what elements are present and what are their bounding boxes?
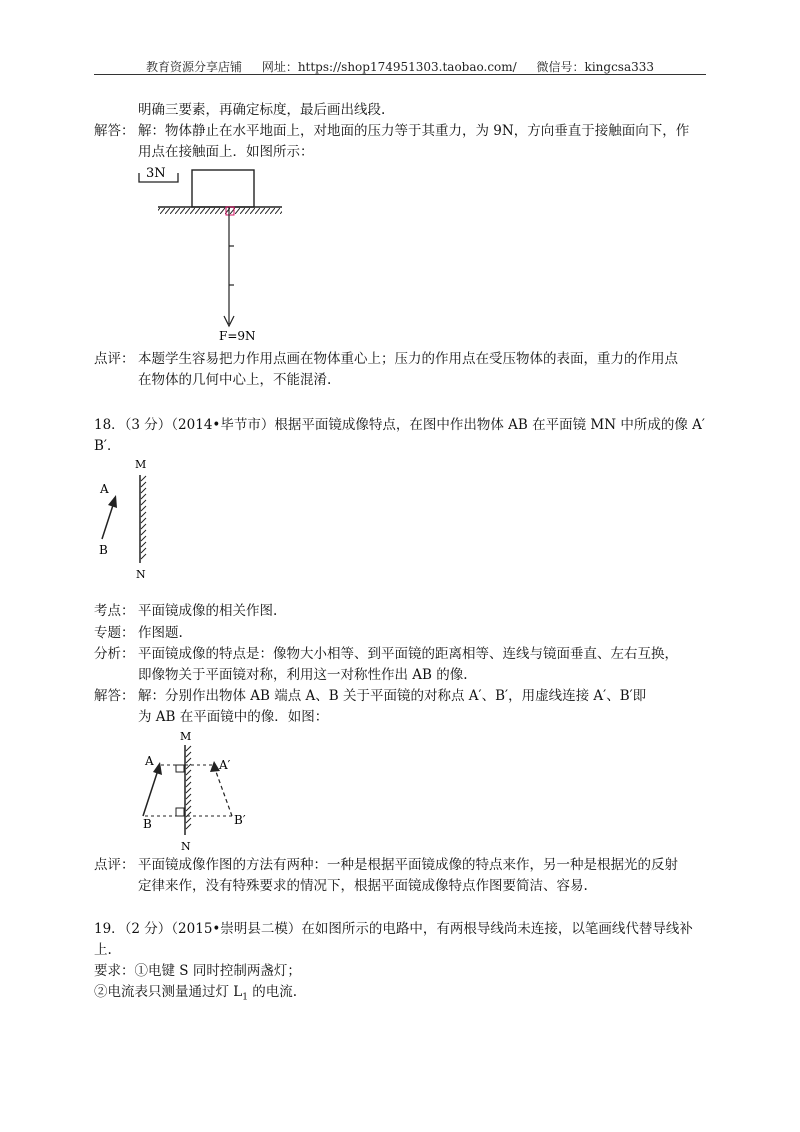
- shop-url: 网址：https://shop174951303.taobao.com/: [261, 60, 517, 74]
- q18-comment-line2: 定律来作，没有特殊要求的情况下，根据平面镜成像特点作图要简洁、容易.: [138, 878, 588, 894]
- q18-comment-line1: 平面镜成像作图的方法有两种：一种是根据平面镜成像的特点来作，另一种是根据光的反射: [138, 857, 678, 873]
- shop-name: 教育资源分享店铺: [145, 60, 242, 74]
- q19-title-line1: 19．（2 分）（2015•崇明县二模）在如图所示的电路中，有两根导线尚未连接，以笔画线代替导线补: [94, 921, 693, 937]
- wechat-id: 微信号：kingcsa333: [536, 60, 655, 74]
- point-a-label: A: [100, 482, 109, 496]
- q18-comment-label: 点评：: [94, 857, 135, 873]
- q18-kaodian-label: 考点：: [94, 603, 135, 619]
- q19-req2-post: 的电流.: [248, 984, 298, 1000]
- q18-fenxi-line1: 平面镜成像的特点是：像物大小相等、到平面镜的距离相等、连线与镜面垂直、左右互换，: [138, 646, 678, 662]
- q17-comment-line2: 在物体的几何中心上，不能混淆.: [138, 372, 332, 388]
- point-b-prime-label: B′: [234, 813, 246, 827]
- point-b-label: B: [99, 543, 108, 557]
- right-angle-mark-a: [176, 765, 184, 772]
- q17-comment-label: 点评：: [94, 351, 135, 367]
- right-angle-mark-b: [176, 808, 184, 816]
- point-a-prime-label: A′: [219, 758, 231, 772]
- q17-continuation: 明确三要素，再确定标度，最后画出线段.: [138, 102, 386, 118]
- mirror-hatching: [141, 476, 146, 559]
- q18-answer-line1: 解：分别作出物体 AB 端点 A、B 关于平面镜的对称点 A′、B′，用虚线连接 A′、B′即: [138, 688, 647, 704]
- q18-title-line2: B′．: [94, 438, 121, 454]
- mirror2-label-n: N: [181, 840, 191, 853]
- mirror-label-m: M: [135, 458, 147, 471]
- q18-answer-line2: 为 AB 在平面镜中的像．如图：: [138, 709, 329, 725]
- q19-req2-sub: 1: [242, 992, 248, 1003]
- object2-ab-arrow: [143, 767, 159, 816]
- page-header: [0, 58, 800, 75]
- block-object: [192, 170, 254, 207]
- q18-title-line1: 18．（3 分）（2014•毕节市）根据平面镜成像特点，在图中作出物体 AB 在平面镜 MN 中所成的像 A′: [94, 417, 705, 433]
- q18-zhuanti: 作图题.: [138, 625, 183, 641]
- mirror2-label-m: M: [180, 730, 192, 743]
- q19-requirement-1: 要求：①电键 S 同时控制两盏灯；: [94, 963, 301, 979]
- q18-fenxi-line2: 即像物关于平面镜对称，利用这一对称性作出 AB 的像.: [138, 667, 468, 683]
- q17-answer-line1: 解：物体静止在水平地面上，对地面的压力等于其重力，为 9N，方向垂直于接触面向下，作: [138, 123, 690, 139]
- scale-label: 3N: [146, 166, 166, 181]
- mirror-label-n: N: [136, 568, 146, 581]
- q18-kaodian: 平面镜成像的相关作图.: [138, 603, 278, 619]
- q18-answer-label: 解答：: [94, 688, 135, 704]
- mirror-object-diagram: [95, 455, 175, 585]
- q17-comment-line1: 本题学生容易把力作用点画在物体重心上；压力的作用点在受压物体的表面，重力的作用点: [138, 351, 678, 367]
- image-ab-dashed-arrow: [215, 769, 232, 816]
- ground-hatching: [158, 208, 282, 214]
- mirror-image-diagram: [135, 727, 285, 857]
- mirror2-hatching: [186, 746, 191, 829]
- force-label: F=9N: [219, 329, 256, 343]
- q19-title-line2: 上.: [94, 942, 112, 958]
- q18-zhuanti-label: 专题：: [94, 625, 135, 641]
- header-divider: [94, 74, 706, 75]
- point2-b-label: B: [143, 817, 152, 831]
- q17-answer-label: 解答：: [94, 123, 135, 139]
- q18-fenxi-label: 分析：: [94, 646, 135, 662]
- q17-answer-line2: 用点在接触面上．如图所示：: [138, 144, 314, 160]
- q19-requirement-2: [94, 984, 297, 1006]
- object-arrow-head: [108, 495, 117, 508]
- q19-req2-pre: ②电流表只测量通过灯 L: [94, 984, 243, 1000]
- pressure-force-diagram: [130, 160, 290, 350]
- object2-arrow-head: [153, 762, 162, 775]
- point2-a-label: A: [145, 754, 154, 768]
